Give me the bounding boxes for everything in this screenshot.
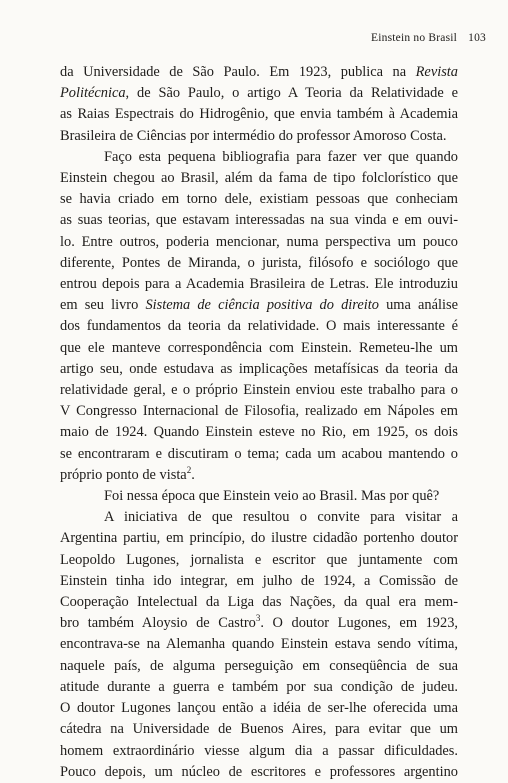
running-title: Einstein no Brasil bbox=[371, 32, 458, 44]
text-line bbox=[60, 465, 458, 486]
text-run: Foi nessa época que Einstein veio ao Brasil. Mas por quê? bbox=[104, 488, 440, 505]
text-line bbox=[60, 401, 458, 422]
text-run: homem extraordinário viesse algum dia a passar dificuldades. bbox=[60, 742, 458, 759]
text-run: dos fundamentos da teoria da relatividade. O mais interessante é bbox=[60, 318, 458, 335]
page-number: 103 bbox=[468, 32, 486, 44]
text-run: Brasileira de Ciências por intermédio do professor Amoroso Costa. bbox=[60, 127, 447, 144]
text-line bbox=[60, 507, 458, 528]
text-line bbox=[60, 444, 458, 465]
text-line bbox=[60, 232, 458, 253]
text-run: artigo seu, onde estudava as implicações metafísicas da teoria da bbox=[60, 360, 458, 377]
text-line bbox=[60, 168, 458, 189]
text-run: Leopoldo Lugones, jornalista e escritor que juntamente com bbox=[60, 551, 458, 568]
running-head bbox=[371, 32, 486, 44]
text-run: se havia criado em torno dele, existiam pessoas que conheciam bbox=[60, 191, 458, 208]
text-line bbox=[60, 528, 458, 549]
text-line bbox=[60, 338, 458, 359]
paragraph bbox=[60, 507, 458, 783]
text-run: O doutor Lugones lançou então a idéia de ser-lhe oferecida uma bbox=[60, 700, 458, 717]
text-line bbox=[60, 126, 458, 147]
text-run: que ele manteve correspondência com Einstein. Remeteu-lhe um bbox=[60, 339, 458, 356]
text-run: diferente, Pontes de Miranda, o jurista, filósofo e sociólogo que bbox=[60, 254, 458, 271]
text-line bbox=[60, 62, 458, 83]
paragraph bbox=[60, 486, 458, 507]
text-line bbox=[60, 613, 458, 634]
text-line bbox=[60, 316, 458, 337]
text-run: em seu livro bbox=[60, 297, 146, 314]
text-line bbox=[60, 592, 458, 613]
text-line bbox=[60, 698, 458, 719]
text-run: Einstein tinha ido integrar, em julho de 1924, a Comissão de bbox=[60, 572, 458, 589]
text-line bbox=[60, 422, 458, 443]
text-line bbox=[60, 380, 458, 401]
text-run: V Congresso Internacional de Filosofia, realizado em Nápoles em bbox=[60, 403, 458, 420]
text-line bbox=[60, 147, 458, 168]
text-run: Einstein chegou ao Brasil, além da fama de tipo folclorístico que bbox=[60, 170, 458, 187]
text-line bbox=[60, 210, 458, 231]
text-run: lo. Entre outros, poderia mencionar, numa perspectiva um pouco bbox=[60, 233, 458, 250]
text-run: relatividade geral, e o próprio Einstein enviou este trabalho para o bbox=[60, 382, 458, 399]
text-run: . O doutor Lugones, em 1923, bbox=[260, 615, 458, 632]
text-run: , de São Paulo, o artigo A Teoria da Relatividade e bbox=[125, 85, 458, 102]
italic-title: Politécnica bbox=[60, 85, 126, 102]
text-run: bro também Aloysio de Castro bbox=[60, 615, 256, 632]
text-line bbox=[60, 741, 458, 762]
text-run: se encontraram e discutiram o tema; cada um acabou mantendo o bbox=[60, 445, 458, 462]
text-line bbox=[60, 656, 458, 677]
text-line bbox=[60, 189, 458, 210]
text-run: . bbox=[191, 466, 195, 483]
text-line bbox=[60, 719, 458, 740]
paragraph bbox=[60, 147, 458, 486]
body-text bbox=[60, 62, 458, 783]
paragraph bbox=[60, 62, 458, 147]
text-run: próprio ponto de vista bbox=[60, 466, 187, 483]
text-run: Faço esta pequena bibliografia para fazer ver que quando bbox=[104, 148, 458, 165]
text-line bbox=[60, 677, 458, 698]
text-run: naquele país, de alguma perseguição em conseqüência de sua bbox=[60, 657, 458, 674]
text-line bbox=[60, 762, 458, 783]
text-run: Argentina partiu, em princípio, do ilustre cidadão portenho doutor bbox=[60, 530, 458, 547]
text-run: atitude durante a guerra e também por sua condição de judeu. bbox=[60, 678, 458, 695]
text-line bbox=[60, 295, 458, 316]
text-run: Pouco depois, um núcleo de escritores e professores argentino bbox=[60, 763, 458, 780]
text-line bbox=[60, 571, 458, 592]
italic-title: Revista bbox=[415, 64, 458, 80]
text-run: as Raias Espectrais do Hidrogênio, que envia também à Academia bbox=[60, 106, 458, 123]
italic-title: Sistema de ciência positiva do direito bbox=[145, 297, 379, 314]
footnote-ref: 3 bbox=[255, 613, 261, 624]
text-run: as suas teorias, que estavam interessadas na sua vinda e em ouvi- bbox=[60, 212, 458, 229]
text-line bbox=[60, 274, 458, 295]
text-run: entrou depois para a Academia Brasileira de Letras. Ele introduziu bbox=[60, 276, 458, 293]
text-run: maio de 1924. Quando Einstein esteve no Rio, em 1925, os dois bbox=[60, 424, 458, 441]
text-line bbox=[60, 83, 458, 104]
text-run: A iniciativa de que resultou o convite para visitar a bbox=[104, 509, 458, 526]
text-run: uma análise bbox=[378, 297, 458, 314]
text-line bbox=[60, 634, 458, 655]
text-line bbox=[60, 359, 458, 380]
text-line bbox=[60, 486, 458, 507]
footnote-ref: 2 bbox=[186, 465, 192, 476]
text-run: da Universidade de São Paulo. Em 1923, publica na bbox=[60, 64, 416, 80]
text-line bbox=[60, 253, 458, 274]
text-line bbox=[60, 550, 458, 571]
text-run: encontrava-se na Alemanha quando Einstein estava sendo vítima, bbox=[60, 636, 458, 653]
text-line bbox=[60, 104, 458, 125]
text-run: Cooperação Intelectual da Liga das Nações, da qual era mem- bbox=[60, 594, 458, 611]
text-run: cátedra na Universidade de Buenos Aires, para evitar que um bbox=[60, 721, 458, 738]
